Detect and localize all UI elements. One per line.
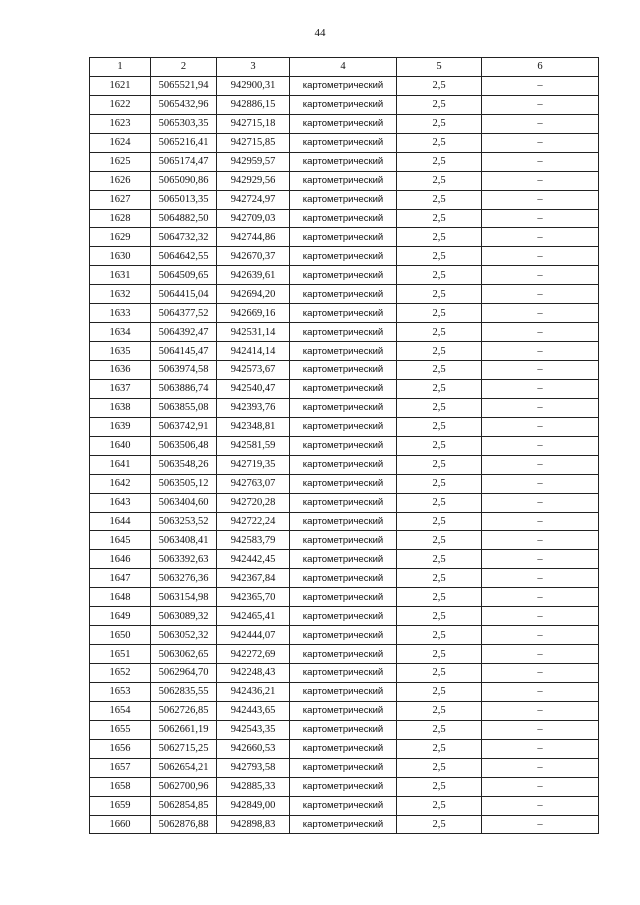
method-cell: картометрический bbox=[290, 436, 397, 455]
x-coordinate-cell: 5063062,65 bbox=[151, 645, 217, 664]
y-coordinate-cell: 942720,28 bbox=[217, 493, 290, 512]
accuracy-cell: 2,5 bbox=[397, 720, 482, 739]
description-cell: – bbox=[482, 739, 599, 758]
x-coordinate-cell: 5062700,96 bbox=[151, 777, 217, 796]
x-coordinate-cell: 5062835,55 bbox=[151, 682, 217, 701]
method-cell: картометрический bbox=[290, 76, 397, 95]
y-coordinate-cell: 942763,07 bbox=[217, 474, 290, 493]
method-cell: картометрический bbox=[290, 569, 397, 588]
accuracy-cell: 2,5 bbox=[397, 626, 482, 645]
accuracy-cell: 2,5 bbox=[397, 361, 482, 380]
y-coordinate-cell: 942670,37 bbox=[217, 247, 290, 266]
description-cell: – bbox=[482, 493, 599, 512]
page-number: 44 bbox=[314, 27, 326, 39]
point-number-cell: 1632 bbox=[90, 285, 151, 304]
accuracy-cell: 2,5 bbox=[397, 474, 482, 493]
accuracy-cell: 2,5 bbox=[397, 398, 482, 417]
point-number-cell: 1655 bbox=[90, 720, 151, 739]
y-coordinate-cell: 942465,41 bbox=[217, 607, 290, 626]
x-coordinate-cell: 5062854,85 bbox=[151, 796, 217, 815]
accuracy-cell: 2,5 bbox=[397, 304, 482, 323]
y-coordinate-cell: 942639,61 bbox=[217, 266, 290, 285]
method-cell: картометрический bbox=[290, 474, 397, 493]
accuracy-cell: 2,5 bbox=[397, 664, 482, 683]
x-coordinate-cell: 5063392,63 bbox=[151, 550, 217, 569]
x-coordinate-cell: 5065174,47 bbox=[151, 152, 217, 171]
x-coordinate-cell: 5063742,91 bbox=[151, 417, 217, 436]
y-coordinate-cell: 942272,69 bbox=[217, 645, 290, 664]
method-cell: картометрический bbox=[290, 304, 397, 323]
y-coordinate-cell: 942709,03 bbox=[217, 209, 290, 228]
table-row bbox=[90, 493, 599, 512]
accuracy-cell: 2,5 bbox=[397, 758, 482, 777]
table-row bbox=[90, 588, 599, 607]
description-cell: – bbox=[482, 607, 599, 626]
y-coordinate-cell: 942719,35 bbox=[217, 455, 290, 474]
method-cell: картометрический bbox=[290, 758, 397, 777]
table-row bbox=[90, 626, 599, 645]
y-coordinate-cell: 942442,45 bbox=[217, 550, 290, 569]
point-number-cell: 1633 bbox=[90, 304, 151, 323]
description-cell: – bbox=[482, 95, 599, 114]
method-cell: картометрический bbox=[290, 398, 397, 417]
table-row bbox=[90, 304, 599, 323]
accuracy-cell: 2,5 bbox=[397, 796, 482, 815]
point-number-cell: 1635 bbox=[90, 342, 151, 361]
method-cell: картометрический bbox=[290, 588, 397, 607]
method-cell: картометрический bbox=[290, 323, 397, 342]
accuracy-cell: 2,5 bbox=[397, 95, 482, 114]
description-cell: – bbox=[482, 247, 599, 266]
table-row bbox=[90, 531, 599, 550]
x-coordinate-cell: 5064377,52 bbox=[151, 304, 217, 323]
point-number-cell: 1653 bbox=[90, 682, 151, 701]
point-number-cell: 1648 bbox=[90, 588, 151, 607]
description-cell: – bbox=[482, 474, 599, 493]
accuracy-cell: 2,5 bbox=[397, 76, 482, 95]
description-cell: – bbox=[482, 379, 599, 398]
table-row bbox=[90, 379, 599, 398]
description-cell: – bbox=[482, 664, 599, 683]
accuracy-cell: 2,5 bbox=[397, 133, 482, 152]
table-row bbox=[90, 95, 599, 114]
method-cell: картометрический bbox=[290, 266, 397, 285]
method-cell: картометрический bbox=[290, 95, 397, 114]
point-number-cell: 1640 bbox=[90, 436, 151, 455]
y-coordinate-cell: 942443,65 bbox=[217, 701, 290, 720]
table-row bbox=[90, 323, 599, 342]
table-row bbox=[90, 474, 599, 493]
table-row bbox=[90, 720, 599, 739]
method-cell: картометрический bbox=[290, 190, 397, 209]
point-number-cell: 1643 bbox=[90, 493, 151, 512]
x-coordinate-cell: 5062654,21 bbox=[151, 758, 217, 777]
accuracy-cell: 2,5 bbox=[397, 739, 482, 758]
point-number-cell: 1629 bbox=[90, 228, 151, 247]
y-coordinate-cell: 942744,86 bbox=[217, 228, 290, 247]
y-coordinate-cell: 942898,83 bbox=[217, 815, 290, 834]
accuracy-cell: 2,5 bbox=[397, 701, 482, 720]
table-row bbox=[90, 569, 599, 588]
x-coordinate-cell: 5062964,70 bbox=[151, 664, 217, 683]
accuracy-cell: 2,5 bbox=[397, 493, 482, 512]
description-cell: – bbox=[482, 304, 599, 323]
point-number-cell: 1647 bbox=[90, 569, 151, 588]
x-coordinate-cell: 5063974,58 bbox=[151, 361, 217, 380]
table-row bbox=[90, 815, 599, 834]
y-coordinate-cell: 942444,07 bbox=[217, 626, 290, 645]
y-coordinate-cell: 942694,20 bbox=[217, 285, 290, 304]
method-cell: картометрический bbox=[290, 114, 397, 133]
table-row bbox=[90, 739, 599, 758]
point-number-cell: 1641 bbox=[90, 455, 151, 474]
description-cell: – bbox=[482, 645, 599, 664]
x-coordinate-cell: 5063548,26 bbox=[151, 455, 217, 474]
point-number-cell: 1651 bbox=[90, 645, 151, 664]
y-coordinate-cell: 942959,57 bbox=[217, 152, 290, 171]
x-coordinate-cell: 5065521,94 bbox=[151, 76, 217, 95]
method-cell: картометрический bbox=[290, 550, 397, 569]
method-cell: картометрический bbox=[290, 664, 397, 683]
accuracy-cell: 2,5 bbox=[397, 114, 482, 133]
table-row bbox=[90, 228, 599, 247]
accuracy-cell: 2,5 bbox=[397, 323, 482, 342]
description-cell: – bbox=[482, 436, 599, 455]
table-row bbox=[90, 664, 599, 683]
x-coordinate-cell: 5063154,98 bbox=[151, 588, 217, 607]
table-row bbox=[90, 209, 599, 228]
point-number-cell: 1623 bbox=[90, 114, 151, 133]
y-coordinate-cell: 942367,84 bbox=[217, 569, 290, 588]
x-coordinate-cell: 5063276,36 bbox=[151, 569, 217, 588]
x-coordinate-cell: 5064415,04 bbox=[151, 285, 217, 304]
x-coordinate-cell: 5065216,41 bbox=[151, 133, 217, 152]
accuracy-cell: 2,5 bbox=[397, 777, 482, 796]
accuracy-cell: 2,5 bbox=[397, 682, 482, 701]
x-coordinate-cell: 5065303,35 bbox=[151, 114, 217, 133]
table-row bbox=[90, 398, 599, 417]
accuracy-cell: 2,5 bbox=[397, 171, 482, 190]
column-header: 4 bbox=[290, 58, 397, 77]
description-cell: – bbox=[482, 285, 599, 304]
x-coordinate-cell: 5064732,32 bbox=[151, 228, 217, 247]
accuracy-cell: 2,5 bbox=[397, 247, 482, 266]
x-coordinate-cell: 5064642,55 bbox=[151, 247, 217, 266]
x-coordinate-cell: 5064882,50 bbox=[151, 209, 217, 228]
description-cell: – bbox=[482, 266, 599, 285]
method-cell: картометрический bbox=[290, 285, 397, 304]
method-cell: картометрический bbox=[290, 720, 397, 739]
method-cell: картометрический bbox=[290, 361, 397, 380]
y-coordinate-cell: 942583,79 bbox=[217, 531, 290, 550]
point-number-cell: 1654 bbox=[90, 701, 151, 720]
table-row bbox=[90, 285, 599, 304]
description-cell: – bbox=[482, 701, 599, 720]
table-row bbox=[90, 682, 599, 701]
point-number-cell: 1650 bbox=[90, 626, 151, 645]
column-header: 6 bbox=[482, 58, 599, 77]
y-coordinate-cell: 942849,00 bbox=[217, 796, 290, 815]
point-number-cell: 1660 bbox=[90, 815, 151, 834]
x-coordinate-cell: 5062661,19 bbox=[151, 720, 217, 739]
y-coordinate-cell: 942793,58 bbox=[217, 758, 290, 777]
description-cell: – bbox=[482, 626, 599, 645]
description-cell: – bbox=[482, 512, 599, 531]
method-cell: картометрический bbox=[290, 417, 397, 436]
description-cell: – bbox=[482, 398, 599, 417]
table-row bbox=[90, 171, 599, 190]
table-row bbox=[90, 114, 599, 133]
y-coordinate-cell: 942393,76 bbox=[217, 398, 290, 417]
column-header: 3 bbox=[217, 58, 290, 77]
point-number-cell: 1638 bbox=[90, 398, 151, 417]
table-row bbox=[90, 758, 599, 777]
description-cell: – bbox=[482, 815, 599, 834]
method-cell: картометрический bbox=[290, 739, 397, 758]
y-coordinate-cell: 942885,33 bbox=[217, 777, 290, 796]
y-coordinate-cell: 942436,21 bbox=[217, 682, 290, 701]
description-cell: – bbox=[482, 550, 599, 569]
table-row bbox=[90, 152, 599, 171]
y-coordinate-cell: 942414,14 bbox=[217, 342, 290, 361]
method-cell: картометрический bbox=[290, 171, 397, 190]
table-row bbox=[90, 550, 599, 569]
accuracy-cell: 2,5 bbox=[397, 417, 482, 436]
accuracy-cell: 2,5 bbox=[397, 190, 482, 209]
point-number-cell: 1625 bbox=[90, 152, 151, 171]
method-cell: картометрический bbox=[290, 531, 397, 550]
table-row bbox=[90, 133, 599, 152]
point-number-cell: 1624 bbox=[90, 133, 151, 152]
accuracy-cell: 2,5 bbox=[397, 550, 482, 569]
description-cell: – bbox=[482, 342, 599, 361]
table-row bbox=[90, 777, 599, 796]
point-number-cell: 1628 bbox=[90, 209, 151, 228]
table-row bbox=[90, 607, 599, 626]
description-cell: – bbox=[482, 758, 599, 777]
y-coordinate-cell: 942365,70 bbox=[217, 588, 290, 607]
table-row bbox=[90, 266, 599, 285]
x-coordinate-cell: 5064392,47 bbox=[151, 323, 217, 342]
description-cell: – bbox=[482, 777, 599, 796]
accuracy-cell: 2,5 bbox=[397, 285, 482, 304]
x-coordinate-cell: 5064145,47 bbox=[151, 342, 217, 361]
accuracy-cell: 2,5 bbox=[397, 512, 482, 531]
table-row bbox=[90, 701, 599, 720]
y-coordinate-cell: 942900,31 bbox=[217, 76, 290, 95]
method-cell: картометрический bbox=[290, 815, 397, 834]
description-cell: – bbox=[482, 114, 599, 133]
method-cell: картометрический bbox=[290, 379, 397, 398]
method-cell: картометрический bbox=[290, 493, 397, 512]
table-row bbox=[90, 417, 599, 436]
description-cell: – bbox=[482, 455, 599, 474]
accuracy-cell: 2,5 bbox=[397, 815, 482, 834]
method-cell: картометрический bbox=[290, 228, 397, 247]
description-cell: – bbox=[482, 190, 599, 209]
x-coordinate-cell: 5065432,96 bbox=[151, 95, 217, 114]
point-number-cell: 1646 bbox=[90, 550, 151, 569]
point-number-cell: 1658 bbox=[90, 777, 151, 796]
x-coordinate-cell: 5063506,48 bbox=[151, 436, 217, 455]
y-coordinate-cell: 942581,59 bbox=[217, 436, 290, 455]
description-cell: – bbox=[482, 152, 599, 171]
method-cell: картометрический bbox=[290, 777, 397, 796]
x-coordinate-cell: 5063089,32 bbox=[151, 607, 217, 626]
point-number-cell: 1626 bbox=[90, 171, 151, 190]
accuracy-cell: 2,5 bbox=[397, 569, 482, 588]
point-number-cell: 1656 bbox=[90, 739, 151, 758]
method-cell: картометрический bbox=[290, 209, 397, 228]
method-cell: картометрический bbox=[290, 796, 397, 815]
method-cell: картометрический bbox=[290, 342, 397, 361]
y-coordinate-cell: 942540,47 bbox=[217, 379, 290, 398]
column-header: 5 bbox=[397, 58, 482, 77]
point-number-cell: 1637 bbox=[90, 379, 151, 398]
description-cell: – bbox=[482, 720, 599, 739]
method-cell: картометрический bbox=[290, 133, 397, 152]
x-coordinate-cell: 5062726,85 bbox=[151, 701, 217, 720]
point-number-cell: 1634 bbox=[90, 323, 151, 342]
table-row bbox=[90, 190, 599, 209]
column-header: 1 bbox=[90, 58, 151, 77]
accuracy-cell: 2,5 bbox=[397, 436, 482, 455]
description-cell: – bbox=[482, 361, 599, 380]
x-coordinate-cell: 5063886,74 bbox=[151, 379, 217, 398]
y-coordinate-cell: 942348,81 bbox=[217, 417, 290, 436]
y-coordinate-cell: 942248,43 bbox=[217, 664, 290, 683]
x-coordinate-cell: 5063052,32 bbox=[151, 626, 217, 645]
y-coordinate-cell: 942715,18 bbox=[217, 114, 290, 133]
table-row bbox=[90, 76, 599, 95]
description-cell: – bbox=[482, 228, 599, 247]
accuracy-cell: 2,5 bbox=[397, 645, 482, 664]
method-cell: картометрический bbox=[290, 455, 397, 474]
accuracy-cell: 2,5 bbox=[397, 379, 482, 398]
column-header: 2 bbox=[151, 58, 217, 77]
table-row bbox=[90, 455, 599, 474]
accuracy-cell: 2,5 bbox=[397, 607, 482, 626]
point-number-cell: 1642 bbox=[90, 474, 151, 493]
method-cell: картометрический bbox=[290, 701, 397, 720]
accuracy-cell: 2,5 bbox=[397, 209, 482, 228]
table-body bbox=[90, 76, 599, 834]
y-coordinate-cell: 942531,14 bbox=[217, 323, 290, 342]
point-number-cell: 1636 bbox=[90, 361, 151, 380]
description-cell: – bbox=[482, 588, 599, 607]
x-coordinate-cell: 5065013,35 bbox=[151, 190, 217, 209]
table-row bbox=[90, 645, 599, 664]
method-cell: картометрический bbox=[290, 152, 397, 171]
point-number-cell: 1657 bbox=[90, 758, 151, 777]
method-cell: картометрический bbox=[290, 607, 397, 626]
description-cell: – bbox=[482, 796, 599, 815]
description-cell: – bbox=[482, 171, 599, 190]
description-cell: – bbox=[482, 682, 599, 701]
x-coordinate-cell: 5063505,12 bbox=[151, 474, 217, 493]
table-row bbox=[90, 436, 599, 455]
point-number-cell: 1621 bbox=[90, 76, 151, 95]
method-cell: картометрический bbox=[290, 626, 397, 645]
y-coordinate-cell: 942722,24 bbox=[217, 512, 290, 531]
description-cell: – bbox=[482, 531, 599, 550]
y-coordinate-cell: 942715,85 bbox=[217, 133, 290, 152]
point-number-cell: 1649 bbox=[90, 607, 151, 626]
x-coordinate-cell: 5063855,08 bbox=[151, 398, 217, 417]
point-number-cell: 1627 bbox=[90, 190, 151, 209]
point-number-cell: 1639 bbox=[90, 417, 151, 436]
accuracy-cell: 2,5 bbox=[397, 266, 482, 285]
description-cell: – bbox=[482, 133, 599, 152]
point-number-cell: 1644 bbox=[90, 512, 151, 531]
y-coordinate-cell: 942660,53 bbox=[217, 739, 290, 758]
y-coordinate-cell: 942724,97 bbox=[217, 190, 290, 209]
accuracy-cell: 2,5 bbox=[397, 228, 482, 247]
accuracy-cell: 2,5 bbox=[397, 455, 482, 474]
header-row bbox=[90, 58, 599, 77]
x-coordinate-cell: 5063404,60 bbox=[151, 493, 217, 512]
point-number-cell: 1622 bbox=[90, 95, 151, 114]
accuracy-cell: 2,5 bbox=[397, 342, 482, 361]
point-number-cell: 1645 bbox=[90, 531, 151, 550]
description-cell: – bbox=[482, 569, 599, 588]
table-row bbox=[90, 361, 599, 380]
method-cell: картометрический bbox=[290, 682, 397, 701]
point-number-cell: 1631 bbox=[90, 266, 151, 285]
point-number-cell: 1659 bbox=[90, 796, 151, 815]
x-coordinate-cell: 5062876,88 bbox=[151, 815, 217, 834]
method-cell: картометрический bbox=[290, 247, 397, 266]
x-coordinate-cell: 5065090,86 bbox=[151, 171, 217, 190]
coordinates-table bbox=[89, 57, 599, 834]
table-row bbox=[90, 247, 599, 266]
accuracy-cell: 2,5 bbox=[397, 152, 482, 171]
table-row bbox=[90, 512, 599, 531]
x-coordinate-cell: 5064509,65 bbox=[151, 266, 217, 285]
y-coordinate-cell: 942886,15 bbox=[217, 95, 290, 114]
table-row bbox=[90, 342, 599, 361]
table-row bbox=[90, 796, 599, 815]
description-cell: – bbox=[482, 323, 599, 342]
x-coordinate-cell: 5063408,41 bbox=[151, 531, 217, 550]
y-coordinate-cell: 942669,16 bbox=[217, 304, 290, 323]
description-cell: – bbox=[482, 417, 599, 436]
x-coordinate-cell: 5063253,52 bbox=[151, 512, 217, 531]
y-coordinate-cell: 942543,35 bbox=[217, 720, 290, 739]
method-cell: картометрический bbox=[290, 645, 397, 664]
y-coordinate-cell: 942573,67 bbox=[217, 361, 290, 380]
description-cell: – bbox=[482, 76, 599, 95]
x-coordinate-cell: 5062715,25 bbox=[151, 739, 217, 758]
point-number-cell: 1630 bbox=[90, 247, 151, 266]
accuracy-cell: 2,5 bbox=[397, 588, 482, 607]
method-cell: картометрический bbox=[290, 512, 397, 531]
y-coordinate-cell: 942929,56 bbox=[217, 171, 290, 190]
accuracy-cell: 2,5 bbox=[397, 531, 482, 550]
description-cell: – bbox=[482, 209, 599, 228]
point-number-cell: 1652 bbox=[90, 664, 151, 683]
